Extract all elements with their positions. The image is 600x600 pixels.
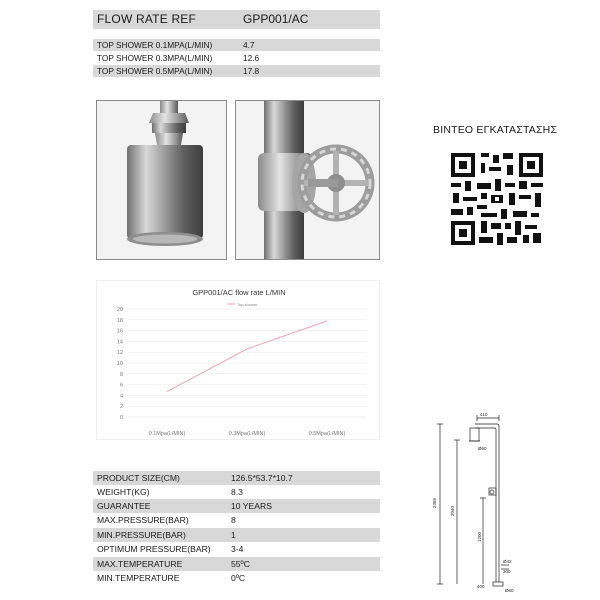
spec-key: GUARANTEE [97, 501, 151, 511]
y-tick-label: 8 [119, 371, 123, 378]
model-code: GPP001/AC [243, 12, 309, 26]
spec-row [93, 557, 380, 571]
dim-label: 1200 [477, 531, 482, 542]
installation-video-title: ΒΙΝΤΕΟ ΕΓΚΑΤΑΣΤΑΣΗΣ [433, 124, 558, 136]
y-tick-label: 6 [119, 382, 123, 389]
dim-label: 2040 [450, 505, 455, 516]
y-tick-label: 20 [116, 307, 123, 313]
flow-rate-row [93, 65, 380, 77]
spec-row [93, 499, 380, 513]
dim-label: 400 [477, 584, 485, 589]
spec-key: PRODUCT SIZE(CM) [97, 473, 180, 483]
flow-rate-value: 17.8 [243, 66, 260, 76]
spec-row [93, 571, 380, 585]
chart-title: GPP001/AC flow rate L/MIN [192, 288, 286, 297]
spec-value: 1 [231, 530, 236, 540]
spec-key: MAX.TEMPERATURE [97, 559, 183, 569]
flow-rate-label: TOP SHOWER 0.1MPA(L/MIN) [97, 40, 213, 50]
x-tick-label: 0.1Mpa(L/MIN) [148, 431, 186, 437]
spec-value: 55ºC [231, 559, 250, 569]
flow-rate-header [93, 10, 380, 29]
dim-label: 410 [480, 412, 488, 417]
spec-value: 126.5*53.7*10.7 [231, 473, 293, 483]
spec-row [93, 528, 380, 542]
spec-value: 3-4 [231, 544, 244, 554]
spec-row [93, 485, 380, 499]
y-tick-label: 14 [116, 339, 123, 346]
x-tick-label: 0.5Mpa(L/MIN) [308, 431, 346, 437]
qr-code-icon[interactable] [451, 153, 543, 245]
spec-value: 0ºC [231, 573, 246, 583]
spec-value: 8 [231, 515, 236, 525]
flow-rate-value: 4.7 [243, 40, 255, 50]
y-tick-label: 10 [116, 361, 123, 367]
flow-rate-chart-svg [97, 281, 381, 441]
dim-label: Ø60 [478, 446, 487, 451]
flow-rate-label: TOP SHOWER 0.5MPA(L/MIN) [97, 66, 213, 76]
spec-key: MAX.PRESSURE(BAR) [97, 515, 189, 525]
spec-key: OPTIMUM PRESSURE(BAR) [97, 544, 211, 554]
y-tick-label: 4 [119, 393, 123, 400]
y-tick-label: 16 [116, 328, 123, 335]
flow-rate-row [93, 39, 380, 51]
spec-value: 8.3 [231, 487, 243, 497]
valve-handle-photo [235, 100, 380, 260]
spec-key: WEIGHT(KG) [97, 487, 150, 497]
shower-head-photo [96, 100, 227, 260]
spec-row [93, 471, 380, 485]
flow-rate-title: FLOW RATE REF [97, 12, 197, 26]
series-line-top-shower [167, 321, 327, 392]
spec-row [93, 542, 380, 556]
legend-label: Top shower [237, 302, 258, 307]
dim-label: Ø60 [505, 588, 514, 593]
dim-label: 2365 [432, 497, 437, 508]
dim-label: 300 [503, 569, 511, 574]
y-tick-label: 2 [119, 404, 123, 411]
spec-key: MIN.TEMPERATURE [97, 573, 180, 583]
y-tick-label: 12 [116, 350, 123, 357]
spec-key: MIN.PRESSURE(BAR) [97, 530, 186, 540]
spec-row [93, 513, 380, 527]
x-tick-label: 0.3Mpa(L/MIN) [228, 431, 266, 437]
flow-rate-chart [96, 280, 380, 440]
technical-drawing [425, 412, 525, 596]
flow-rate-row [93, 52, 380, 64]
flow-rate-value: 12.6 [243, 53, 260, 63]
y-tick-label: 18 [116, 317, 123, 324]
dim-label: Ø42 [503, 559, 512, 564]
y-tick-label: 0 [119, 415, 123, 421]
spec-value: 10 YEARS [231, 501, 272, 511]
flow-rate-label: TOP SHOWER 0.3MPA(L/MIN) [97, 53, 213, 63]
